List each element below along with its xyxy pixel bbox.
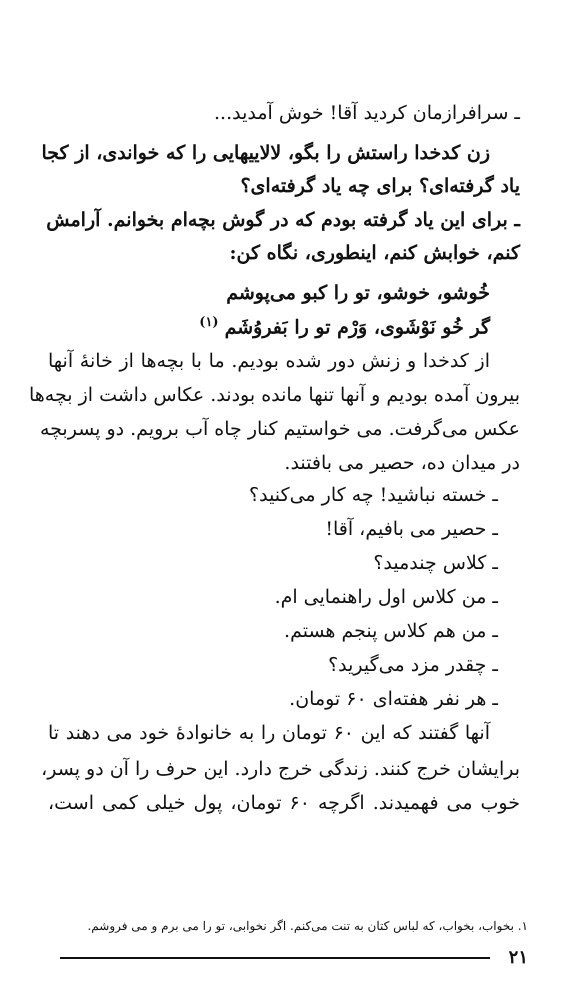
dialogue-line: ـ من کلاس اول راهنمایی ام. — [274, 586, 498, 608]
page-number: ۲۱ — [508, 947, 528, 968]
paragraph-line: در میدان ده، حصیر می بافتند. — [284, 452, 520, 474]
question-line: یاد گرفته‌ای؟ برای چه یاد گرفته‌ای؟ — [240, 175, 520, 197]
answer-line: ـ برای این یاد گرفته بودم که در گوش بچه‌ام بخوانم. آرامش — [46, 209, 520, 231]
dialogue-line: ـ هر نفر هفته‌ای ۶۰ تومان. — [289, 688, 498, 710]
dialogue-line: ـ من هم کلاس پنجم هستم. — [284, 620, 498, 642]
paragraph-line: برایشان خرج کنند. زندگی خرج دارد. این حرف را آن دو پسر، — [41, 758, 520, 780]
lullaby-verse: خُوشو، خوشو، تو را کبو می‌پوشم — [226, 282, 490, 304]
paragraph-line: آنها گفتند که این ۶۰ تومان را به خانوادهٔ خود می دهند تا — [48, 722, 490, 744]
dialogue-line: ـ سرافرازمان کردید آقا! خوش آمدید... — [214, 102, 520, 124]
footer-rule — [60, 957, 490, 959]
answer-line: کنم، خوابش کنم، اینطوری، نگاه کن: — [229, 242, 520, 264]
paragraph-line: عکس می‌گرفت. می خواستیم کنار چاه آب برویم. دو پسربچه — [39, 418, 520, 440]
paragraph-line: خوب می فهمیدند. اگرچه ۶۰ تومان، پول خیلی کمی است، — [48, 792, 520, 814]
dialogue-line: ـ حصیر می بافیم، آقا! — [325, 518, 498, 540]
lullaby-verse-text: گر خُو نَوْشَوی، وَرْم تو را بَفروُشَم — [224, 316, 490, 339]
paragraph-line: از کدخدا و زنش دور شده بودیم. ما با بچه‌ها از خانهٔ آنها — [48, 350, 490, 372]
page-body — [29, 100, 520, 1000]
question-line: زن کدخدا راستش را بگو، لالاییهایی را که خواندی، از کجا — [41, 142, 490, 164]
footnote: ۱. بخواب، بخواب، که لباس کتان به تنت می‌کنم. اگر نخوابی، تو را می برم و می فروشم. — [87, 919, 528, 933]
dialogue-line: ـ خسته نباشید! چه کار می‌کنید؟ — [249, 484, 498, 506]
dialogue-line: ـ کلاس چندمید؟ — [373, 552, 498, 574]
lullaby-verse — [48, 310, 490, 340]
dialogue-line: ـ چقدر مزد می‌گیرید؟ — [328, 654, 498, 676]
paragraph-line: بیرون آمده بودیم و آنها تنها مانده بودند. عکاس داشت از بچه‌ها — [29, 384, 520, 406]
page-footer — [60, 946, 528, 970]
footnote-reference: (۱) — [199, 315, 219, 330]
